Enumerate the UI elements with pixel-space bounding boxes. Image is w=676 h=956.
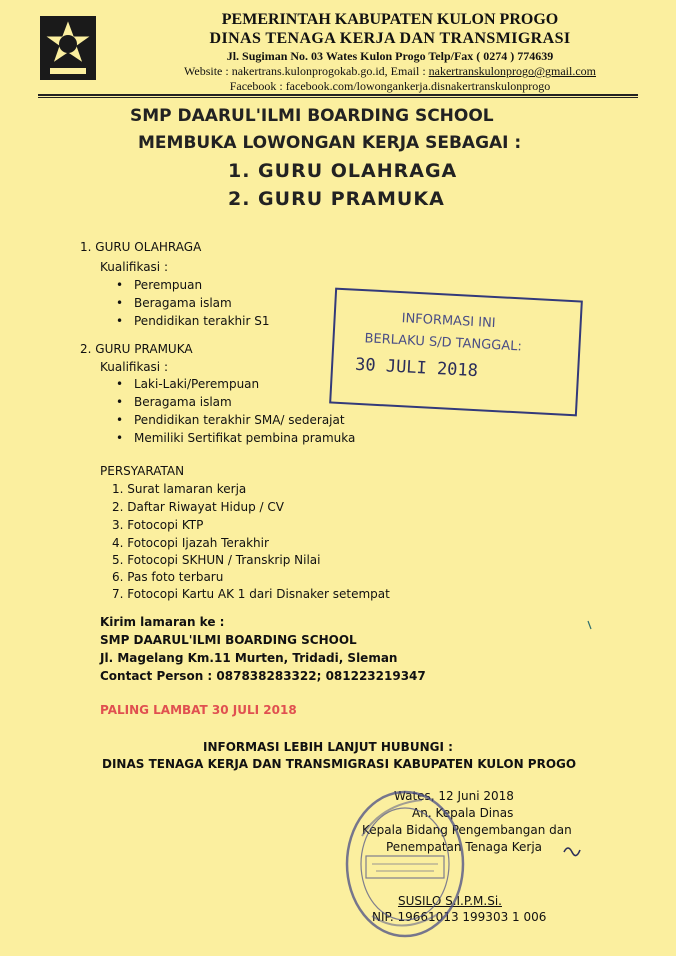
title-school: SMP DAARUL'ILMI BOARDING SCHOOL: [130, 106, 494, 126]
section-2-item: • Pendidikan terakhir SMA/ sederajat: [134, 411, 345, 429]
stamp-line-2: BERLAKU S/D TANGGAL:: [364, 331, 523, 355]
header-website: Website : nakertrans.kulonprogokab.go.id, Email :: [184, 64, 429, 78]
section-2-item: • Memiliki Sertifikat pembina pramuka: [134, 429, 355, 447]
requirements-heading: PERSYARATAN: [100, 464, 185, 478]
stamp-handwritten-date: 30 JULI 2018: [354, 354, 479, 382]
header-government: PEMERINTAH KABUPATEN KULON PROGO: [221, 11, 559, 28]
contact-person: Contact Person : 087838283322; 081223219347: [100, 669, 426, 683]
signature-on-behalf: An. Kepala Dinas: [412, 806, 514, 820]
signature-place-date: Wates, 12 Juni 2018: [394, 789, 514, 803]
section-2-heading: 2. GURU PRAMUKA: [80, 342, 193, 356]
section-1-item: • Perempuan: [134, 276, 202, 294]
header-web-email: [120, 64, 660, 79]
requirement-item: 7. Fotocopi Kartu AK 1 dari Disnaker setempat: [112, 587, 390, 601]
section-2-item: • Beragama islam: [134, 393, 232, 411]
signature-title-2: Penempatan Tenaga Kerja: [386, 840, 543, 854]
title-opening: MEMBUKA LOWONGAN KERJA SEBAGAI :: [138, 133, 522, 153]
signatory-nip: NIP. 19661013 199303 1 006: [372, 910, 547, 924]
section-1-item: • Beragama islam: [134, 294, 232, 312]
section-1-item: • Pendidikan terakhir S1: [134, 312, 269, 330]
send-to-label: Kirim lamaran ke :: [100, 615, 225, 629]
info-line-1: INFORMASI LEBIH LANJUT HUBUNGI :: [203, 740, 453, 754]
requirement-item: 6. Pas foto terbaru: [112, 570, 224, 584]
section-1-qualification-label: Kualifikasi :: [100, 260, 168, 274]
header-divider-thin: [38, 97, 638, 98]
requirement-item: 4. Fotocopi Ijazah Terakhir: [112, 536, 269, 550]
header-address: Jl. Sugiman No. 03 Wates Kulon Progo Telp/Fax ( 0274 ) 774639: [226, 49, 554, 63]
kulon-progo-emblem-icon: [38, 14, 98, 82]
validity-stamp: [329, 288, 583, 417]
header-email-link[interactable]: nakertranskulonprogo@gmail.com: [428, 64, 596, 78]
section-1-heading: 1. GURU OLAHRAGA: [80, 240, 202, 254]
requirement-item: 2. Daftar Riwayat Hidup / CV: [112, 500, 284, 514]
header-agency: DINAS TENAGA KERJA DAN TRANSMIGRASI: [209, 30, 571, 47]
initial-signature-icon: [562, 840, 584, 862]
info-line-2: DINAS TENAGA KERJA DAN TRANSMIGRASI KABUPATEN KULON PROGO: [102, 757, 577, 771]
title-position-1: 1. GURU OLAHRAGA: [228, 160, 458, 182]
header-facebook: Facebook : facebook.com/lowongankerja.disnakertranskulonprogo: [229, 79, 551, 93]
section-2-item: • Laki-Laki/Perempuan: [134, 375, 259, 393]
section-2-qualification-label: Kualifikasi :: [100, 360, 168, 374]
title-position-2: 2. GURU PRAMUKA: [228, 188, 445, 210]
signatory-name: SUSILO S.I.P.M.Si.: [398, 894, 502, 908]
requirement-item: 1. Surat lamaran kerja: [112, 482, 247, 496]
stamp-line-1: INFORMASI INI: [401, 311, 496, 332]
requirement-item: 3. Fotocopi KTP: [112, 518, 204, 532]
application-deadline: PALING LAMBAT 30 JULI 2018: [100, 703, 297, 717]
requirement-item: 5. Fotocopi SKHUN / Transkrip Nilai: [112, 553, 321, 567]
official-seal-icon: [342, 786, 468, 942]
send-to-school: SMP DAARUL'ILMI BOARDING SCHOOL: [100, 633, 357, 647]
send-to-address: Jl. Magelang Km.11 Murten, Tridadi, Sleman: [100, 651, 398, 665]
signature-title-1: Kepala Bidang Pengembangan dan: [362, 823, 572, 837]
ink-mark-icon: [587, 620, 592, 630]
header-divider: [38, 94, 638, 96]
letterhead: [120, 10, 660, 94]
